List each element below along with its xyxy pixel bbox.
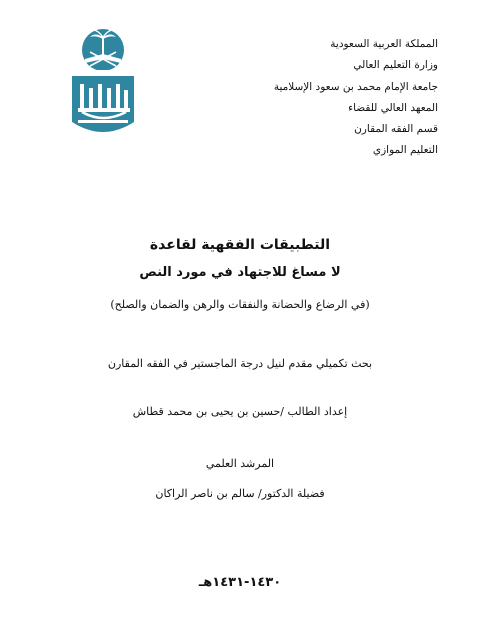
institution-line-university: جامعة الإمام محمد بن سعود الإسلامية <box>273 80 438 93</box>
author-line: إعداد الطالب /حسين بن يحيى بن محمد قطاش <box>132 405 348 418</box>
institution-line-department: قسم الفقه المقارن <box>354 123 438 136</box>
institution-line-country: المملكة العربية السعودية <box>330 38 438 50</box>
advisor-name: فضيلة الدكتور/ سالم بن ناصر الراكان <box>155 487 325 500</box>
advisor-label: المرشد العلمي <box>205 457 275 470</box>
institution-line-ministry: وزارة التعليم العالي <box>353 59 438 72</box>
institution-header <box>198 34 438 162</box>
thesis-title-line-2: لا مساغ للاجتهاد في مورد النص <box>139 265 341 280</box>
thesis-title-line-1: التطبيقات الفقهية لقاعدة <box>149 237 331 253</box>
university-logo-icon <box>68 26 138 138</box>
degree-statement: بحث تكميلي مقدم لنيل درجة الماجستير في الفقه المقارن <box>107 357 373 370</box>
academic-year: ١٤٣٠-١٤٣١هـ <box>198 575 282 590</box>
institution-line-program: التعليم الموازي <box>372 144 438 157</box>
institution-line-institute: المعهد العالي للقضاء <box>348 101 438 114</box>
thesis-subtitle: (في الرضاع والحضانة والنفقات والرهن والضمان والصلح) <box>110 298 370 311</box>
